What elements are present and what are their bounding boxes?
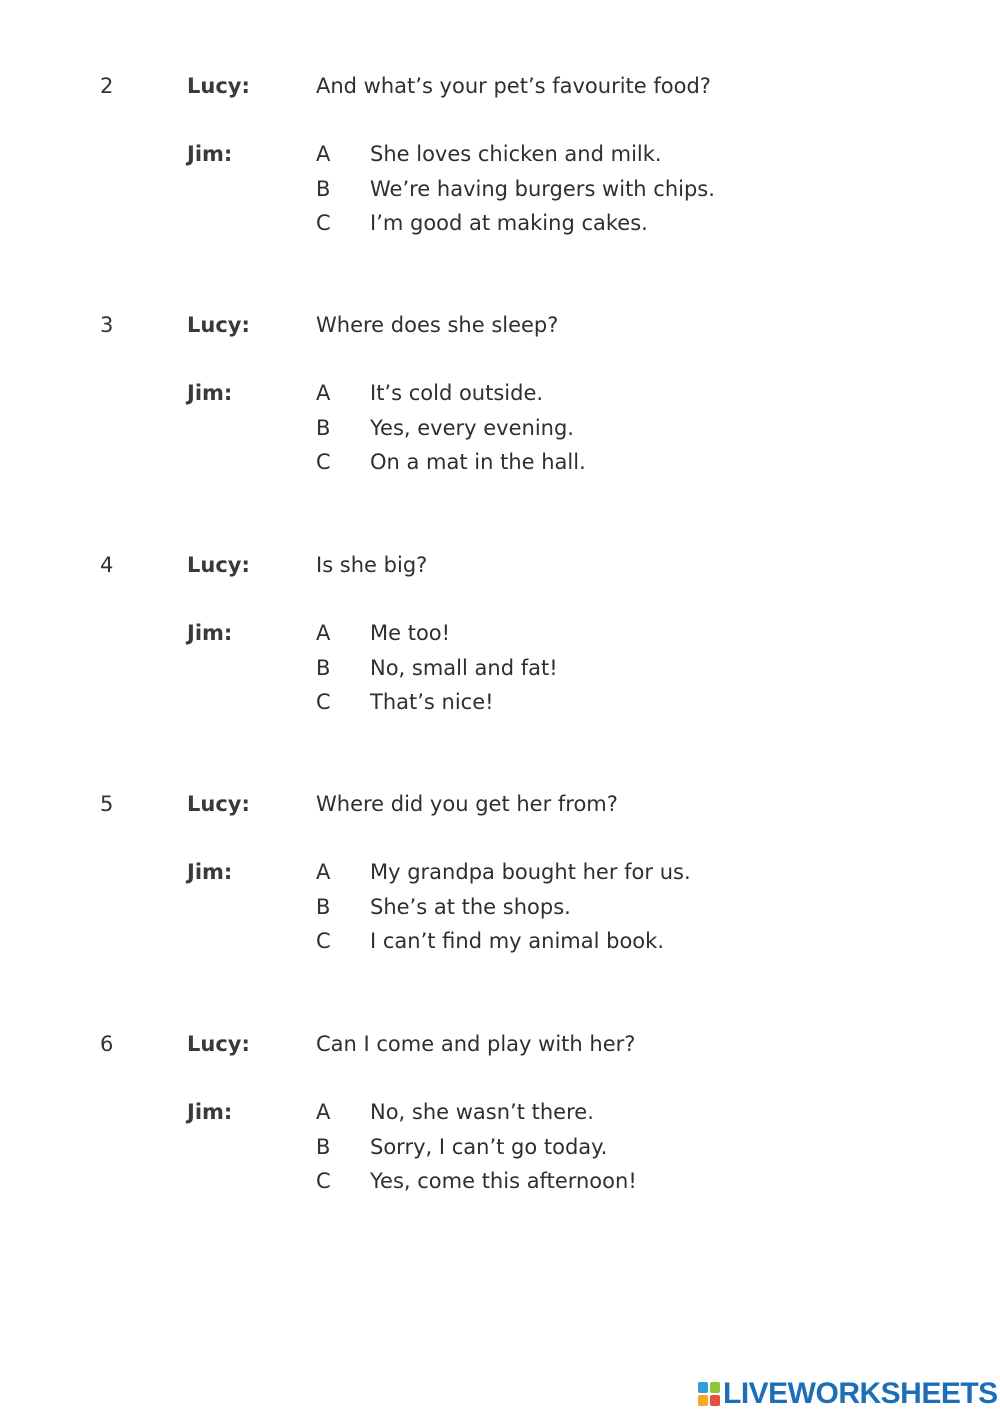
answer-option-a[interactable] [316,381,543,405]
option-text: My grandpa bought her for us. [370,860,691,884]
question-number: 4 [100,553,114,577]
option-text: No, she wasn’t there. [370,1100,594,1124]
responder-label: Jim: [187,1100,233,1124]
answer-option-b[interactable] [316,1135,607,1159]
answer-option-a[interactable] [316,1100,594,1124]
option-letter: B [316,1135,331,1159]
answer-option-c[interactable] [316,929,664,953]
option-letter: B [316,416,331,440]
option-text: Sorry, I can’t go today. [370,1135,608,1159]
logo-text: LIVEWORKSHEETS [723,1377,998,1410]
answer-option-c[interactable] [316,450,586,474]
question-number: 2 [100,74,114,98]
option-letter: C [316,929,331,953]
option-text: I’m good at making cakes. [370,211,648,235]
asker-label: Lucy: [187,313,250,337]
liveworksheets-logo-icon [697,1381,721,1407]
answer-option-b[interactable] [316,177,715,201]
question-number: 5 [100,792,114,816]
option-letter: B [316,656,331,680]
option-letter: A [316,142,331,166]
option-text: Yes, every evening. [370,416,574,440]
option-letter: B [316,177,331,201]
option-letter: A [316,621,331,645]
option-letter: A [316,860,331,884]
responder-label: Jim: [187,621,233,645]
option-text: Me too! [370,621,451,645]
option-letter: B [316,895,331,919]
question-prompt: Can I come and play with her? [316,1032,636,1056]
option-letter: A [316,1100,331,1124]
option-text: No, small and fat! [370,656,558,680]
answer-option-b[interactable] [316,895,571,919]
option-letter: A [316,381,331,405]
option-text: She loves chicken and milk. [370,142,662,166]
question-prompt: Where did you get her from? [316,792,618,816]
option-text: It’s cold outside. [370,381,544,405]
question-prompt: Is she big? [316,553,428,577]
answer-option-c[interactable] [316,1169,637,1193]
answer-option-b[interactable] [316,416,574,440]
answer-option-c[interactable] [316,211,648,235]
asker-label: Lucy: [187,74,250,98]
answer-option-b[interactable] [316,656,558,680]
asker-label: Lucy: [187,553,250,577]
responder-label: Jim: [187,860,233,884]
option-text: That’s nice! [370,690,494,714]
answer-option-a[interactable] [316,860,691,884]
question-prompt: Where does she sleep? [316,313,559,337]
asker-label: Lucy: [187,1032,250,1056]
answer-option-a[interactable] [316,621,450,645]
option-text: On a mat in the hall. [370,450,586,474]
option-text: Yes, come this afternoon! [370,1169,637,1193]
question-prompt: And what’s your pet’s favourite food? [316,74,711,98]
option-letter: C [316,211,331,235]
question-number: 6 [100,1032,114,1056]
question-number: 3 [100,313,114,337]
liveworksheets-logo[interactable] [697,1378,998,1410]
option-text: She’s at the shops. [370,895,571,919]
option-text: We’re having burgers with chips. [370,177,715,201]
option-letter: C [316,450,331,474]
option-text: I can’t find my animal book. [370,929,664,953]
asker-label: Lucy: [187,792,250,816]
responder-label: Jim: [187,381,233,405]
answer-option-a[interactable] [316,142,662,166]
answer-option-c[interactable] [316,690,494,714]
responder-label: Jim: [187,142,233,166]
option-letter: C [316,690,331,714]
option-letter: C [316,1169,331,1193]
